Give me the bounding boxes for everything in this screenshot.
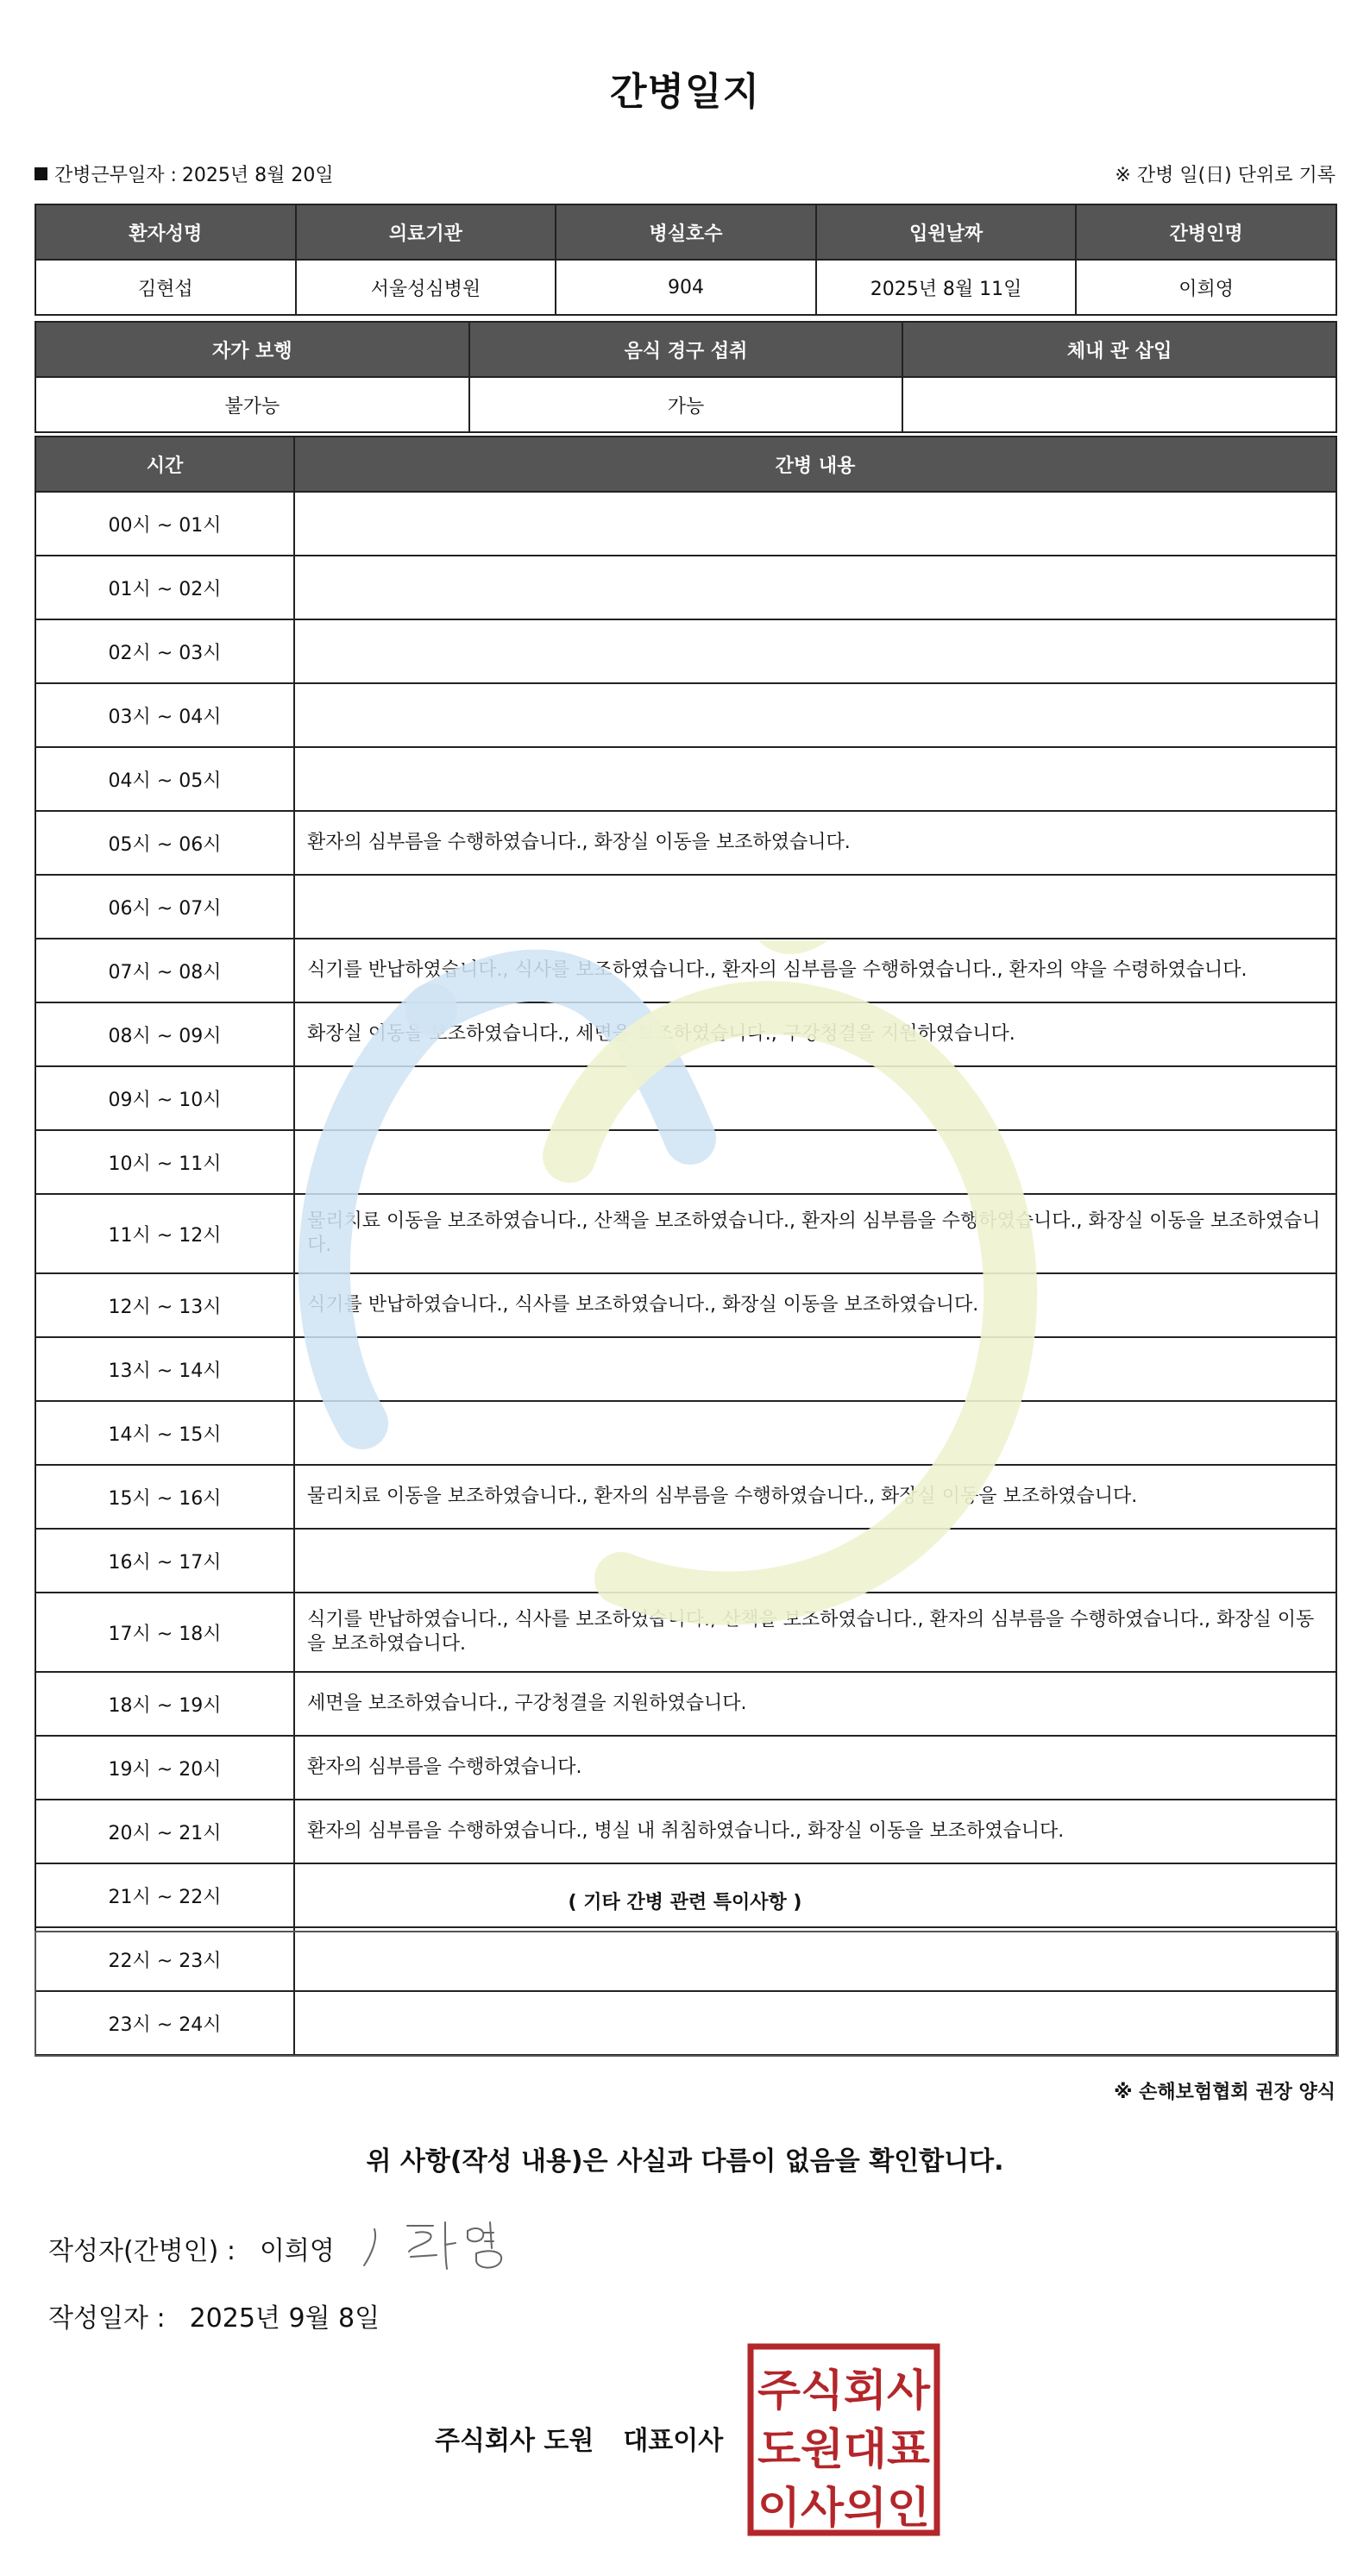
work-date bbox=[35, 160, 334, 187]
log-time-cell: 08시 ~ 09시 bbox=[35, 1002, 294, 1066]
log-time-cell: 23시 ~ 24시 bbox=[35, 1991, 294, 2055]
log-time-cell: 13시 ~ 14시 bbox=[35, 1337, 294, 1401]
log-time-cell: 21시 ~ 22시 bbox=[35, 1863, 294, 1927]
company-line bbox=[435, 2419, 723, 2457]
work-date-value: 2025년 8월 20일 bbox=[181, 165, 334, 186]
table-row bbox=[35, 1529, 1336, 1593]
patient-name: 김현섭 bbox=[35, 260, 296, 315]
log-time-cell: 05시 ~ 06시 bbox=[35, 811, 294, 875]
seal-line-3: 이사의인 bbox=[757, 2483, 930, 2533]
log-time-cell: 07시 ~ 08시 bbox=[35, 939, 294, 1002]
log-content-cell bbox=[294, 1401, 1336, 1465]
log-time-cell: 01시 ~ 02시 bbox=[35, 556, 294, 619]
header-care-content: 간병 내용 bbox=[294, 437, 1336, 492]
table-row bbox=[35, 1066, 1336, 1130]
handwritten-signature bbox=[355, 2214, 528, 2276]
table-row bbox=[35, 556, 1336, 619]
log-time-cell: 02시 ~ 03시 bbox=[35, 619, 294, 683]
header-caregiver-name: 간병인명 bbox=[1076, 204, 1336, 260]
log-content-cell bbox=[294, 619, 1336, 683]
log-time-cell: 11시 ~ 12시 bbox=[35, 1194, 294, 1273]
log-time-cell: 20시 ~ 21시 bbox=[35, 1800, 294, 1863]
header-walking: 자가 보행 bbox=[35, 322, 469, 377]
log-time-cell: 17시 ~ 18시 bbox=[35, 1593, 294, 1672]
log-time-cell: 09시 ~ 10시 bbox=[35, 1066, 294, 1130]
log-content-cell: 물리치료 이동을 보조하였습니다., 산책을 보조하였습니다., 환자의 심부름을 수행하였습니다., 화장실 이동을 보조하였습니다. bbox=[294, 1194, 1336, 1273]
table-row bbox=[35, 1736, 1336, 1800]
log-content-cell bbox=[294, 1337, 1336, 1401]
log-content-cell: 물리치료 이동을 보조하였습니다., 환자의 심부름을 수행하였습니다., 화장실 이동을 보조하였습니다. bbox=[294, 1465, 1336, 1529]
table-row bbox=[35, 1401, 1336, 1465]
log-content-cell bbox=[294, 492, 1336, 556]
log-time-cell: 15시 ~ 16시 bbox=[35, 1465, 294, 1529]
patient-status-table bbox=[35, 321, 1337, 433]
table-row bbox=[35, 1337, 1336, 1401]
patient-info-table bbox=[35, 204, 1337, 316]
log-content-cell: 환자의 심부름을 수행하였습니다., 화장실 이동을 보조하였습니다. bbox=[294, 811, 1336, 875]
walking-status: 불가능 bbox=[35, 377, 469, 432]
table-row bbox=[35, 1672, 1336, 1736]
company-ceo-title: 대표이사 bbox=[623, 2426, 724, 2456]
table-row bbox=[35, 875, 1336, 939]
unit-note: ※ 간병 일(日) 단위로 기록 bbox=[1115, 165, 1335, 186]
log-time-cell: 19시 ~ 20시 bbox=[35, 1736, 294, 1800]
header-patient-name: 환자성명 bbox=[35, 204, 296, 260]
info-line bbox=[35, 160, 1335, 190]
log-content-cell bbox=[294, 747, 1336, 811]
table-row bbox=[35, 1273, 1336, 1337]
oral-intake-status: 가능 bbox=[469, 377, 903, 432]
log-content-cell: 식기를 반납하였습니다., 식사를 보조하였습니다., 화장실 이동을 보조하였습니다. bbox=[294, 1273, 1336, 1337]
notes-box bbox=[35, 1931, 1339, 2057]
confirmation-statement: 위 사항(작성 내용)은 사실과 다름이 없음을 확인합니다. bbox=[366, 2146, 1004, 2177]
table-row bbox=[35, 939, 1336, 1002]
log-time-cell: 00시 ~ 01시 bbox=[35, 492, 294, 556]
log-content-cell bbox=[294, 556, 1336, 619]
table-row bbox=[35, 1800, 1336, 1863]
log-time-cell: 22시 ~ 23시 bbox=[35, 1927, 294, 1991]
recommendation-note: ※ 손해보험협회 권장 양식 bbox=[1114, 2082, 1335, 2103]
square-bullet-icon bbox=[35, 167, 47, 180]
seal-line-1: 주식회사 bbox=[757, 2366, 931, 2416]
log-content-cell: 식기를 반납하였습니다., 식사를 보조하였습니다., 산책을 보조하였습니다., 환자의 심부름을 수행하였습니다., 화장실 이동을 보조하였습니다. bbox=[294, 1593, 1336, 1672]
room-number: 904 bbox=[556, 260, 816, 315]
table-row bbox=[35, 1130, 1336, 1194]
table-row bbox=[35, 1593, 1336, 1672]
log-content-cell: 환자의 심부름을 수행하였습니다. bbox=[294, 1736, 1336, 1800]
log-content-cell bbox=[294, 875, 1336, 939]
log-time-cell: 12시 ~ 13시 bbox=[35, 1273, 294, 1337]
written-date-label: 작성일자 : bbox=[48, 2303, 166, 2334]
header-oral-intake: 음식 경구 섭취 bbox=[469, 322, 903, 377]
notes-title: ( 기타 간병 관련 특이사항 ) bbox=[568, 1892, 802, 1913]
log-time-cell: 14시 ~ 15시 bbox=[35, 1401, 294, 1465]
hospital-name: 서울성심병원 bbox=[296, 260, 556, 315]
header-time: 시간 bbox=[35, 437, 294, 492]
table-row bbox=[35, 811, 1336, 875]
care-log-body bbox=[35, 492, 1336, 2055]
tube-insertion-status bbox=[902, 377, 1336, 432]
table-row bbox=[35, 1194, 1336, 1273]
table-row bbox=[35, 492, 1336, 556]
log-time-cell: 10시 ~ 11시 bbox=[35, 1130, 294, 1194]
log-time-cell: 18시 ~ 19시 bbox=[35, 1672, 294, 1736]
log-content-cell: 세면을 보조하였습니다., 구강청결을 지원하였습니다. bbox=[294, 1672, 1336, 1736]
log-content-cell bbox=[294, 683, 1336, 747]
table-row bbox=[35, 619, 1336, 683]
log-content-cell: 화장실 이동을 보조하였습니다., 세면을 보조하였습니다., 구강청결을 지원하였습니다. bbox=[294, 1002, 1336, 1066]
writer-name: 이희영 bbox=[259, 2236, 335, 2266]
seal-line-2: 도원대표 bbox=[757, 2424, 931, 2474]
table-row bbox=[35, 1002, 1336, 1066]
log-content-cell: 환자의 심부름을 수행하였습니다., 병실 내 취침하였습니다., 화장실 이동을 보조하였습니다. bbox=[294, 1800, 1336, 1863]
care-log-table bbox=[35, 436, 1337, 2056]
company-name: 주식회사 도원 bbox=[435, 2426, 594, 2456]
admission-date: 2025년 8월 11일 bbox=[816, 260, 1077, 315]
writer-label: 작성자(간병인) : bbox=[48, 2236, 236, 2266]
work-date-label: 간병근무일자 : bbox=[54, 165, 177, 186]
log-content-cell: 식기를 반납하였습니다., 식사를 보조하였습니다., 환자의 심부름을 수행하였습니다., 환자의 약을 수령하였습니다. bbox=[294, 939, 1336, 1002]
table-row bbox=[35, 747, 1336, 811]
company-seal-stamp bbox=[747, 2343, 940, 2536]
header-admission-date: 입원날짜 bbox=[816, 204, 1077, 260]
table-row bbox=[35, 1465, 1336, 1529]
log-content-cell bbox=[294, 1066, 1336, 1130]
writer-line bbox=[48, 2229, 335, 2267]
header-room: 병실호수 bbox=[556, 204, 816, 260]
header-hospital: 의료기관 bbox=[296, 204, 556, 260]
log-time-cell: 03시 ~ 04시 bbox=[35, 683, 294, 747]
log-time-cell: 04시 ~ 05시 bbox=[35, 747, 294, 811]
log-content-cell bbox=[294, 1529, 1336, 1593]
log-content-cell bbox=[294, 1130, 1336, 1194]
written-date-value: 2025년 9월 8일 bbox=[189, 2303, 380, 2334]
header-tube-insertion: 체내 관 삽입 bbox=[902, 322, 1336, 377]
caregiver-name: 이희영 bbox=[1076, 260, 1336, 315]
document-title: 간병일지 bbox=[609, 70, 760, 114]
log-time-cell: 06시 ~ 07시 bbox=[35, 875, 294, 939]
log-time-cell: 16시 ~ 17시 bbox=[35, 1529, 294, 1593]
written-date-line bbox=[48, 2296, 380, 2334]
table-row bbox=[35, 683, 1336, 747]
